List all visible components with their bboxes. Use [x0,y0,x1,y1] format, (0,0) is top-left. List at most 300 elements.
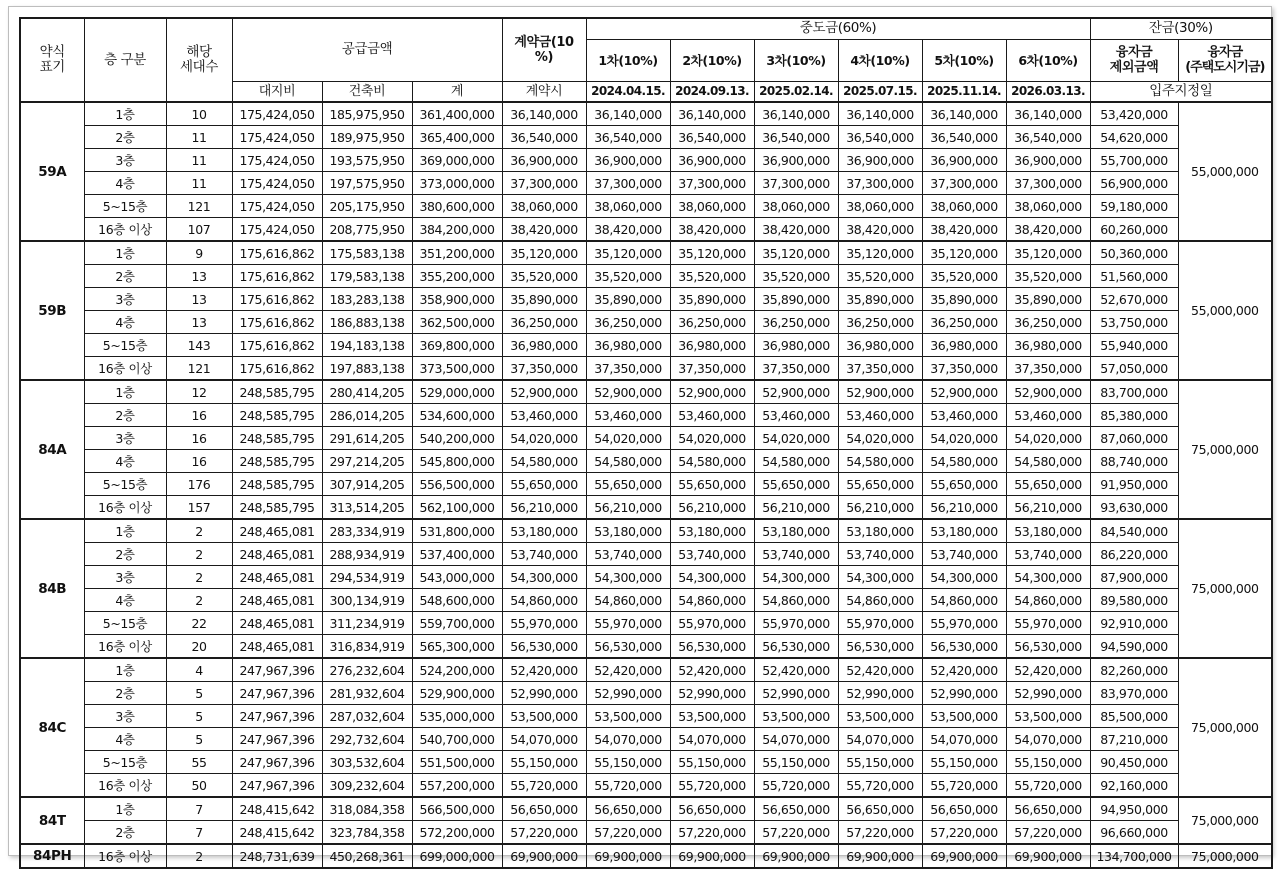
total-cell: 361,400,000 [412,102,502,126]
installment-5-cell: 55,970,000 [922,612,1006,635]
installment-3-cell: 38,420,000 [754,218,838,242]
floor-cell: 5~15층 [84,195,166,218]
installment-1-date: 2024.04.15. [591,83,665,98]
table-row [20,450,1272,473]
installment-4-cell: 36,980,000 [838,334,922,357]
installment-1-cell: 56,210,000 [586,496,670,520]
installment-4-cell: 53,180,000 [838,519,922,543]
land-cost-cell: 175,616,862 [232,334,322,357]
installment-4-cell: 53,460,000 [838,404,922,427]
installment-2-cell: 38,420,000 [670,218,754,242]
units-cell: 2 [166,589,232,612]
installment-5-cell: 36,900,000 [922,149,1006,172]
type-cell: 84B [20,519,84,658]
installment-6-cell: 57,220,000 [1006,821,1090,845]
installment-5-cell: 69,900,000 [922,844,1006,868]
installment-6-cell: 52,990,000 [1006,682,1090,705]
installment-4-cell: 54,070,000 [838,728,922,751]
units-cell: 12 [166,380,232,404]
installment-4-cell: 69,900,000 [838,844,922,868]
build-cost-cell: 183,283,138 [322,288,412,311]
installment-5-cell: 37,350,000 [922,357,1006,381]
installment-2-cell: 37,300,000 [670,172,754,195]
table-row [20,728,1272,751]
installment-6-cell: 55,970,000 [1006,612,1090,635]
header-type [20,18,84,102]
total-cell: 529,900,000 [412,682,502,705]
balance-excl-cell: 94,590,000 [1090,635,1178,659]
loan-cell: 55,000,000 [1178,241,1272,380]
total-cell: 373,500,000 [412,357,502,381]
installment-6-cell: 35,890,000 [1006,288,1090,311]
installment-6-cell: 54,860,000 [1006,589,1090,612]
installment-4-cell: 54,020,000 [838,427,922,450]
installment-1-cell: 53,460,000 [586,404,670,427]
deposit-cell: 36,900,000 [502,149,586,172]
build-cost-cell: 175,583,138 [322,241,412,265]
installment-5-cell: 36,540,000 [922,126,1006,149]
build-cost-cell: 280,414,205 [322,380,412,404]
installment-4-cell: 36,140,000 [838,102,922,126]
header-installment-6 [1006,39,1090,81]
installment-1-cell: 54,070,000 [586,728,670,751]
installment-4-cell: 55,970,000 [838,612,922,635]
units-cell: 10 [166,102,232,126]
deposit-cell: 55,150,000 [502,751,586,774]
installment-3-cell: 56,530,000 [754,635,838,659]
installment-2-cell: 54,580,000 [670,450,754,473]
build-cost-cell: 450,268,361 [322,844,412,868]
total-cell: 543,000,000 [412,566,502,589]
installment-1-cell: 53,740,000 [586,543,670,566]
installment-3-cell: 35,890,000 [754,288,838,311]
table-row [20,589,1272,612]
installment-1-cell: 55,720,000 [586,774,670,798]
build-cost-cell: 189,975,950 [322,126,412,149]
land-cost-cell: 175,424,050 [232,126,322,149]
installment-4-cell: 55,150,000 [838,751,922,774]
table-row [20,195,1272,218]
units-cell: 5 [166,682,232,705]
installment-1-cell: 69,900,000 [586,844,670,868]
total-cell: 556,500,000 [412,473,502,496]
table-row [20,797,1272,821]
balance-excl-cell: 87,060,000 [1090,427,1178,450]
header-installment-2 [670,39,754,81]
table-row [20,473,1272,496]
installment-6-cell: 54,300,000 [1006,566,1090,589]
total-cell: 358,900,000 [412,288,502,311]
table-row [20,658,1272,682]
installment-1-cell: 54,020,000 [586,427,670,450]
installment-3-cell: 57,220,000 [754,821,838,845]
installment-2-cell: 35,520,000 [670,265,754,288]
units-cell: 2 [166,566,232,589]
type-cell: 84T [20,797,84,844]
installment-3-cell: 36,250,000 [754,311,838,334]
balance-excl-cell: 51,560,000 [1090,265,1178,288]
balance-excl-cell: 53,420,000 [1090,102,1178,126]
installment-5-cell: 53,740,000 [922,543,1006,566]
installment-6-cell: 36,540,000 [1006,126,1090,149]
header-deposit-when [502,81,586,102]
build-cost-cell: 283,334,919 [322,519,412,543]
floor-cell: 2층 [84,543,166,566]
balance-excl-cell: 83,970,000 [1090,682,1178,705]
type-cell: 84C [20,658,84,797]
installment-3-cell: 53,500,000 [754,705,838,728]
header-date-3 [754,81,838,102]
table-row [20,682,1272,705]
installment-4-cell: 37,350,000 [838,357,922,381]
installment-3-cell: 54,070,000 [754,728,838,751]
floor-cell: 2층 [84,404,166,427]
table-row [20,311,1272,334]
deposit-cell: 52,990,000 [502,682,586,705]
deposit-cell: 35,120,000 [502,241,586,265]
total-cell: 373,000,000 [412,172,502,195]
installment-4-cell: 55,650,000 [838,473,922,496]
installment-1-cell: 36,980,000 [586,334,670,357]
build-cost-cell: 294,534,919 [322,566,412,589]
balance-excl-cell: 83,700,000 [1090,380,1178,404]
installment-1-cell: 55,150,000 [586,751,670,774]
header-middle-label: 중도금(60%) [799,20,877,37]
installment-5-date: 2025.11.14. [927,83,1001,98]
land-cost-cell: 175,616,862 [232,288,322,311]
floor-cell: 5~15층 [84,612,166,635]
units-cell: 11 [166,126,232,149]
installment-3-cell: 52,420,000 [754,658,838,682]
installment-4-label: 4차(10%) [850,52,910,68]
header-installment-5 [922,39,1006,81]
build-cost-cell: 311,234,919 [322,612,412,635]
installment-3-cell: 36,900,000 [754,149,838,172]
installment-3-cell: 38,060,000 [754,195,838,218]
deposit-cell: 53,180,000 [502,519,586,543]
installment-4-cell: 54,580,000 [838,450,922,473]
installment-3-cell: 53,460,000 [754,404,838,427]
build-label: 건축비 [348,83,386,99]
build-cost-cell: 276,232,604 [322,658,412,682]
installment-4-cell: 56,210,000 [838,496,922,520]
installment-4-cell: 56,530,000 [838,635,922,659]
table-row [20,380,1272,404]
installment-2-cell: 55,650,000 [670,473,754,496]
installment-1-cell: 54,300,000 [586,566,670,589]
land-cost-cell: 175,616,862 [232,241,322,265]
balance-excl-cell: 54,620,000 [1090,126,1178,149]
installment-4-cell: 54,300,000 [838,566,922,589]
installment-2-cell: 37,350,000 [670,357,754,381]
floor-cell: 1층 [84,797,166,821]
header-middle [586,18,1090,39]
build-cost-cell: 309,232,604 [322,774,412,798]
loan-cell: 75,000,000 [1178,380,1272,519]
units-cell: 121 [166,195,232,218]
installment-2-cell: 69,900,000 [670,844,754,868]
total-cell: 351,200,000 [412,241,502,265]
build-cost-cell: 292,732,604 [322,728,412,751]
land-label: 대지비 [258,83,296,99]
table-row [20,844,1272,868]
installment-4-cell: 38,060,000 [838,195,922,218]
build-cost-cell: 313,514,205 [322,496,412,520]
total-cell: 380,600,000 [412,195,502,218]
header-build [322,81,412,102]
build-cost-cell: 303,532,604 [322,751,412,774]
build-cost-cell: 197,575,950 [322,172,412,195]
floor-cell: 2층 [84,682,166,705]
installment-3-cell: 55,650,000 [754,473,838,496]
installment-3-cell: 55,720,000 [754,774,838,798]
deposit-cell: 54,580,000 [502,450,586,473]
balance-excl-cell: 92,910,000 [1090,612,1178,635]
balance-excl-cell: 85,380,000 [1090,404,1178,427]
installment-1-cell: 37,350,000 [586,357,670,381]
floor-cell: 3층 [84,149,166,172]
installment-1-cell: 38,060,000 [586,195,670,218]
installment-6-cell: 37,350,000 [1006,357,1090,381]
installment-6-cell: 56,530,000 [1006,635,1090,659]
floor-cell: 1층 [84,102,166,126]
balance-excl-cell: 86,220,000 [1090,543,1178,566]
balance-excl-cell: 96,660,000 [1090,821,1178,845]
floor-cell: 4층 [84,728,166,751]
installment-6-cell: 53,460,000 [1006,404,1090,427]
table-row [20,241,1272,265]
table-row [20,334,1272,357]
balance-excl-label: 융자금 제외금액 [1109,45,1159,75]
installment-5-cell: 53,460,000 [922,404,1006,427]
installment-1-cell: 36,900,000 [586,149,670,172]
sum-label: 계 [450,83,464,99]
installment-4-cell: 36,250,000 [838,311,922,334]
installment-6-cell: 36,980,000 [1006,334,1090,357]
floor-cell: 16층 이상 [84,844,166,868]
deposit-cell: 35,520,000 [502,265,586,288]
table-row [20,821,1272,845]
installment-3-cell: 54,860,000 [754,589,838,612]
installment-1-cell: 36,250,000 [586,311,670,334]
header-installment-4 [838,39,922,81]
deposit-cell: 36,250,000 [502,311,586,334]
installment-6-cell: 54,020,000 [1006,427,1090,450]
header-date-4 [838,81,922,102]
floor-cell: 16층 이상 [84,635,166,659]
installment-6-cell: 55,150,000 [1006,751,1090,774]
installment-3-cell: 36,980,000 [754,334,838,357]
total-cell: 559,700,000 [412,612,502,635]
installment-6-cell: 36,250,000 [1006,311,1090,334]
installment-3-cell: 35,520,000 [754,265,838,288]
installment-3-cell: 37,350,000 [754,357,838,381]
installment-5-cell: 53,500,000 [922,705,1006,728]
installment-4-cell: 36,540,000 [838,126,922,149]
deposit-cell: 37,350,000 [502,357,586,381]
installment-5-cell: 36,980,000 [922,334,1006,357]
installment-2-cell: 55,970,000 [670,612,754,635]
total-cell: 531,800,000 [412,519,502,543]
installment-3-cell: 55,970,000 [754,612,838,635]
table-row [20,519,1272,543]
floor-cell: 3층 [84,288,166,311]
installment-1-cell: 35,520,000 [586,265,670,288]
land-cost-cell: 247,967,396 [232,728,322,751]
header-balance-excl [1090,39,1178,81]
installment-2-cell: 56,650,000 [670,797,754,821]
units-cell: 13 [166,311,232,334]
header-land [232,81,322,102]
installment-4-cell: 52,990,000 [838,682,922,705]
units-cell: 13 [166,265,232,288]
installment-4-cell: 53,500,000 [838,705,922,728]
floor-cell: 2층 [84,126,166,149]
installment-5-cell: 38,060,000 [922,195,1006,218]
installment-2-cell: 36,980,000 [670,334,754,357]
units-cell: 143 [166,334,232,357]
land-cost-cell: 248,585,795 [232,427,322,450]
total-cell: 362,500,000 [412,311,502,334]
units-cell: 55 [166,751,232,774]
units-cell: 2 [166,844,232,868]
installment-6-cell: 52,900,000 [1006,380,1090,404]
land-cost-cell: 247,967,396 [232,658,322,682]
units-cell: 2 [166,543,232,566]
balance-excl-cell: 50,360,000 [1090,241,1178,265]
deposit-cell: 56,530,000 [502,635,586,659]
installment-2-cell: 36,250,000 [670,311,754,334]
installment-3-label: 3차(10%) [766,52,826,68]
deposit-cell: 35,890,000 [502,288,586,311]
total-cell: 355,200,000 [412,265,502,288]
total-cell: 572,200,000 [412,821,502,845]
total-cell: 369,000,000 [412,149,502,172]
total-cell: 545,800,000 [412,450,502,473]
table-row [20,496,1272,520]
floor-cell: 4층 [84,172,166,195]
units-cell: 22 [166,612,232,635]
units-cell: 13 [166,288,232,311]
build-cost-cell: 288,934,919 [322,543,412,566]
table-row [20,126,1272,149]
installment-1-cell: 57,220,000 [586,821,670,845]
installment-3-cell: 55,150,000 [754,751,838,774]
installment-4-date: 2025.07.15. [843,83,917,98]
land-cost-cell: 175,424,050 [232,172,322,195]
installment-3-cell: 54,020,000 [754,427,838,450]
balance-excl-cell: 82,260,000 [1090,658,1178,682]
installment-2-cell: 54,860,000 [670,589,754,612]
installment-1-cell: 52,990,000 [586,682,670,705]
units-cell: 20 [166,635,232,659]
installment-2-cell: 53,460,000 [670,404,754,427]
total-cell: 534,600,000 [412,404,502,427]
type-cell: 84PH [20,844,84,868]
installment-2-cell: 57,220,000 [670,821,754,845]
floor-cell: 3층 [84,427,166,450]
floor-cell: 16층 이상 [84,774,166,798]
installment-2-cell: 53,500,000 [670,705,754,728]
installment-6-cell: 53,180,000 [1006,519,1090,543]
installment-4-cell: 55,720,000 [838,774,922,798]
build-cost-cell: 197,883,138 [322,357,412,381]
loan-cell: 75,000,000 [1178,519,1272,658]
header-deposit-label: 계약금(10 %) [514,34,574,65]
deposit-cell: 54,860,000 [502,589,586,612]
installment-4-cell: 35,890,000 [838,288,922,311]
installment-1-cell: 35,890,000 [586,288,670,311]
deposit-cell: 36,980,000 [502,334,586,357]
land-cost-cell: 248,585,795 [232,473,322,496]
land-cost-cell: 247,967,396 [232,682,322,705]
total-cell: 540,200,000 [412,427,502,450]
installment-5-cell: 54,020,000 [922,427,1006,450]
table-row [20,612,1272,635]
land-cost-cell: 248,585,795 [232,496,322,520]
header-move-in [1090,81,1272,102]
installment-6-cell: 53,500,000 [1006,705,1090,728]
installment-2-label: 2차(10%) [682,52,742,68]
units-cell: 157 [166,496,232,520]
installment-5-cell: 57,220,000 [922,821,1006,845]
deposit-cell: 36,540,000 [502,126,586,149]
build-cost-cell: 185,975,950 [322,102,412,126]
installment-3-cell: 36,140,000 [754,102,838,126]
floor-cell: 4층 [84,589,166,612]
installment-2-cell: 35,120,000 [670,241,754,265]
header-supply [232,18,502,81]
table-row [20,427,1272,450]
land-cost-cell: 248,465,081 [232,519,322,543]
table-row [20,751,1272,774]
installment-4-cell: 57,220,000 [838,821,922,845]
installment-5-cell: 56,650,000 [922,797,1006,821]
units-cell: 16 [166,427,232,450]
deposit-cell: 53,500,000 [502,705,586,728]
header-deposit [502,18,586,81]
loan-cell: 75,000,000 [1178,844,1272,868]
installment-4-cell: 52,420,000 [838,658,922,682]
installment-5-cell: 54,300,000 [922,566,1006,589]
land-cost-cell: 248,465,081 [232,566,322,589]
installment-5-cell: 35,890,000 [922,288,1006,311]
table-row [20,543,1272,566]
deposit-cell: 52,420,000 [502,658,586,682]
header-balance [1090,18,1272,39]
installment-5-cell: 36,140,000 [922,102,1006,126]
land-cost-cell: 248,731,639 [232,844,322,868]
build-cost-cell: 316,834,919 [322,635,412,659]
floor-cell: 2층 [84,821,166,845]
installment-2-cell: 56,210,000 [670,496,754,520]
installment-1-cell: 54,860,000 [586,589,670,612]
deposit-cell: 69,900,000 [502,844,586,868]
installment-6-cell: 52,420,000 [1006,658,1090,682]
floor-cell: 5~15층 [84,751,166,774]
floor-cell: 2층 [84,265,166,288]
floor-cell: 1층 [84,380,166,404]
installment-4-cell: 35,520,000 [838,265,922,288]
balance-excl-cell: 91,950,000 [1090,473,1178,496]
installment-2-date: 2024.09.13. [675,83,749,98]
balance-excl-cell: 92,160,000 [1090,774,1178,798]
installment-5-cell: 35,120,000 [922,241,1006,265]
total-cell: 557,200,000 [412,774,502,798]
floor-cell: 1층 [84,658,166,682]
header-date-5 [922,81,1006,102]
loan-cell: 75,000,000 [1178,797,1272,844]
